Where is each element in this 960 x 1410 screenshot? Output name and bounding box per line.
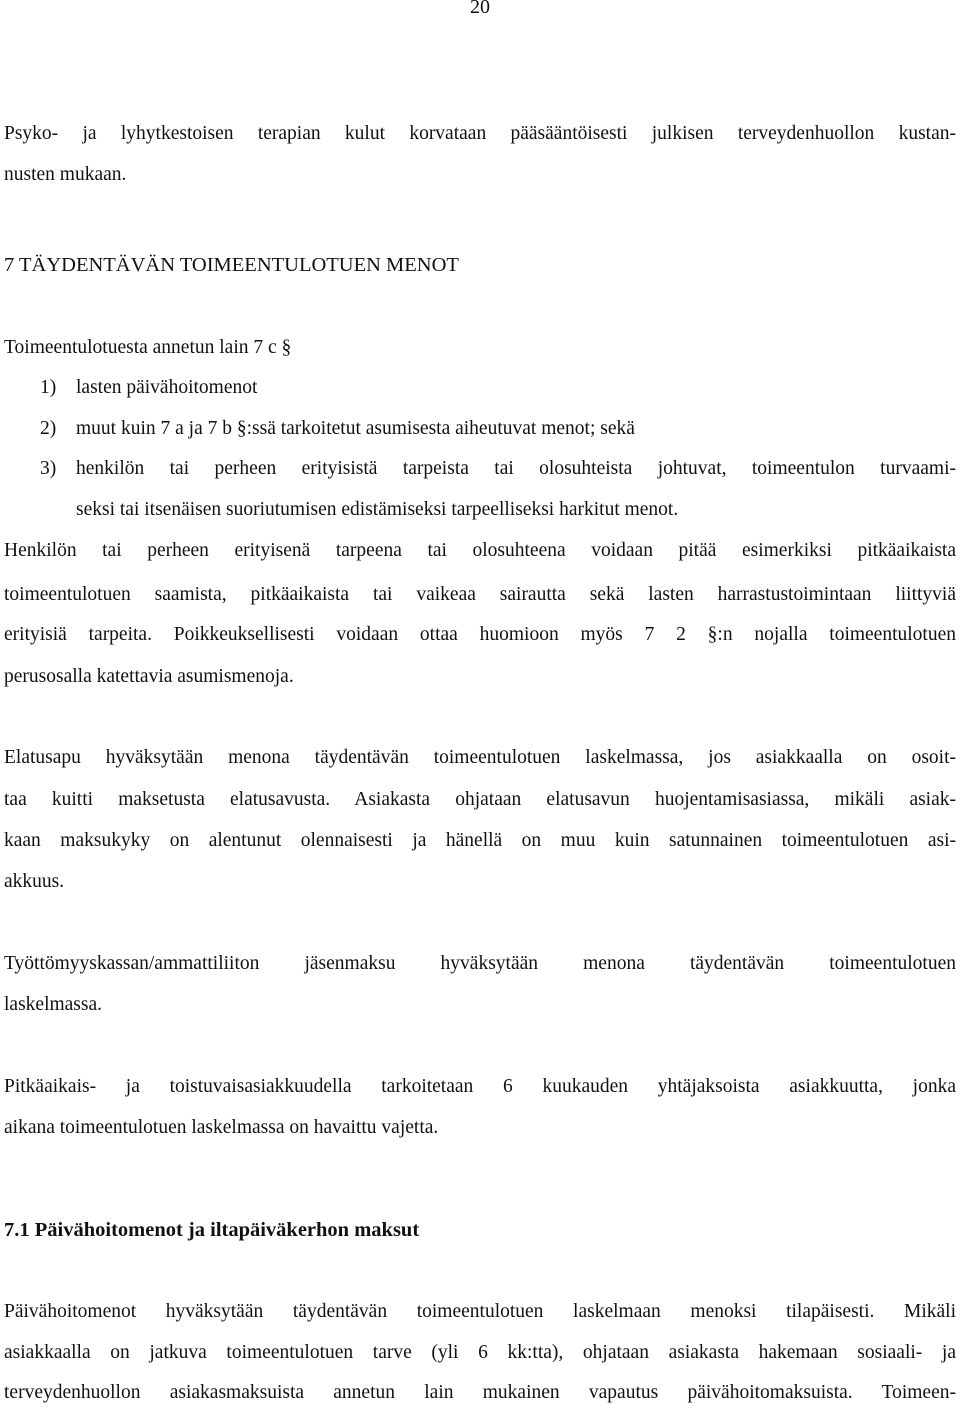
paragraph-line: Pitkäaikais- ja toistuvaisasiakkuudella tarkoitetaan 6 kuukauden yhtäjaksoista asiakkuutta, jonka <box>4 1076 956 1097</box>
list-number: 1) <box>40 377 57 398</box>
paragraph-line: akkuus. <box>4 871 65 892</box>
paragraph-line: perusosalla katettavia asumismenoja. <box>4 666 294 687</box>
paragraph-line: kaan maksukyky on alentunut olennaisesti ja hänellä on muu kuin satunnainen toimeentulotuen asi- <box>4 830 956 851</box>
subsection-heading: 7.1 Päivähoitomenot ja iltapäiväkerhon maksut <box>4 1219 420 1241</box>
paragraph-line: Psyko- ja lyhytkestoisen terapian kulut korvataan pääsääntöisesti julkisen terveydenhuollon kustan- <box>4 123 956 144</box>
paragraph-line: Työttömyyskassan/ammattiliiton jäsenmaksu hyväksytään menona täydentävän toimeentulotuen <box>4 953 956 974</box>
paragraph-line: nusten mukaan. <box>4 164 127 185</box>
paragraph-line: laskelmassa. <box>4 994 103 1015</box>
paragraph-line: terveydenhuollon asiakasmaksuista annetun lain mukainen vapautus päivähoitomaksuista. Toimeen- <box>4 1382 956 1403</box>
list-item: lasten päivähoitomenot <box>76 377 258 398</box>
list-number: 3) <box>40 458 57 479</box>
list-number: 2) <box>40 418 57 439</box>
paragraph-line: Päivähoitomenot hyväksytään täydentävän toimeentulotuen laskelmaan menoksi tilapäisesti. Mikäli <box>4 1301 956 1322</box>
list-item-continuation: seksi tai itsenäisen suoriutumisen edistämiseksi tarpeelliseksi harkitut menot. <box>76 499 679 520</box>
list-item: muut kuin 7 a ja 7 b §:ssä tarkoitetut asumisesta aiheutuvat menot; sekä <box>76 418 635 439</box>
page-number: 20 <box>470 0 490 18</box>
paragraph-line: toimeentulotuen saamista, pitkäaikaista tai vaikeaa sairautta sekä lasten harrastustoimintaan liittyviä <box>4 584 956 605</box>
law-reference: Toimeentulotuesta annetun lain 7 c § <box>4 337 292 358</box>
paragraph-line: aikana toimeentulotuen laskelmassa on havaittu vajetta. <box>4 1117 439 1138</box>
paragraph-line: Elatusapu hyväksytään menona täydentävän toimeentulotuen laskelmassa, jos asiakkaalla on osoit- <box>4 747 956 768</box>
paragraph-line: Henkilön tai perheen erityisenä tarpeena tai olosuhteena voidaan pitää esimerkiksi pitkäaikaista <box>4 540 956 561</box>
paragraph-line: taa kuitti maksetusta elatusavusta. Asiakasta ohjataan elatusavun huojentamisasiassa, mikäli asiak- <box>4 789 956 810</box>
list-item: henkilön tai perheen erityisistä tarpeista tai olosuhteista johtuvat, toimeentulon turvaami- <box>76 458 956 479</box>
paragraph-line: erityisiä tarpeita. Poikkeuksellisesti voidaan ottaa huomioon myös 7 2 §:n nojalla toimeentulotuen <box>4 624 956 645</box>
paragraph-line: asiakkaalla on jatkuva toimeentulotuen tarve (yli 6 kk:tta), ohjataan asiakasta hakemaan sosiaali- ja <box>4 1342 956 1363</box>
section-heading: 7 TÄYDENTÄVÄN TOIMEENTULOTUEN MENOT <box>4 254 459 276</box>
